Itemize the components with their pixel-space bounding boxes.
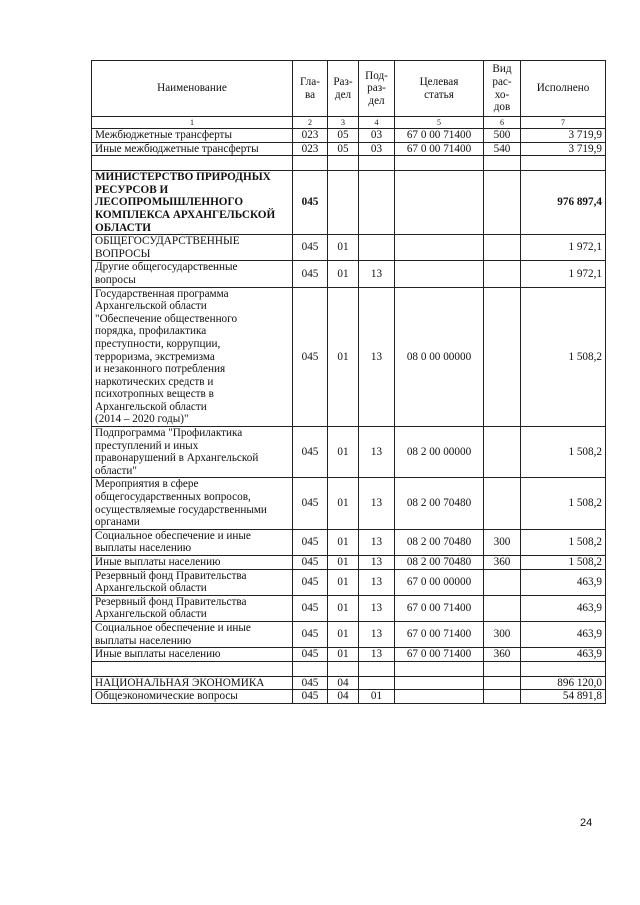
cell-vid: 360: [484, 648, 521, 662]
cell-sum: 1 508,2: [521, 529, 606, 555]
table-row: [92, 648, 606, 662]
cell-glava: 045: [293, 529, 328, 555]
cell-target: [395, 171, 484, 235]
table-row: [92, 142, 606, 156]
cell-sum: 463,9: [521, 648, 606, 662]
table-row: [92, 529, 606, 555]
cell-glava: 045: [293, 235, 328, 261]
cell-target: [395, 235, 484, 261]
cell-razdel: [328, 661, 359, 676]
cell-podrazdel: [359, 171, 395, 235]
cell-vid: [484, 287, 521, 427]
cell-name: Другие общегосударственные вопросы: [92, 261, 293, 287]
cell-target: [395, 676, 484, 690]
column-number: 5: [395, 117, 484, 129]
cell-razdel: 01: [328, 235, 359, 261]
cell-podrazdel: 01: [359, 690, 395, 704]
column-number: 7: [521, 117, 606, 129]
budget-table: [91, 60, 606, 704]
cell-podrazdel: 13: [359, 287, 395, 427]
cell-glava: 045: [293, 569, 328, 595]
cell-name: МИНИСТЕРСТВО ПРИРОДНЫХ РЕСУРСОВ И ЛЕСОПРОМЫШЛЕННОГО КОМПЛЕКСА АРХАНГЕЛЬСКОЙ ОБЛАСТИ: [92, 171, 293, 235]
cell-glava: 045: [293, 595, 328, 621]
cell-glava: 045: [293, 171, 328, 235]
cell-glava: [293, 156, 328, 171]
cell-vid: [484, 595, 521, 621]
cell-sum: 54 891,8: [521, 690, 606, 704]
cell-name: ОБЩЕГОСУДАРСТВЕННЫЕ ВОПРОСЫ: [92, 235, 293, 261]
table-row: [92, 261, 606, 287]
header-glava: Гла- ва: [293, 61, 328, 117]
table-row: [92, 569, 606, 595]
cell-glava: 045: [293, 261, 328, 287]
cell-target: 08 0 00 00000: [395, 287, 484, 427]
cell-sum: 1 508,2: [521, 287, 606, 427]
table-row: [92, 235, 606, 261]
cell-name: Иные выплаты населению: [92, 648, 293, 662]
cell-podrazdel: [359, 661, 395, 676]
column-number: 6: [484, 117, 521, 129]
table-row: [92, 156, 606, 171]
cell-podrazdel: [359, 235, 395, 261]
cell-razdel: 01: [328, 621, 359, 647]
table-row: [92, 690, 606, 704]
cell-target: 67 0 00 00000: [395, 569, 484, 595]
cell-podrazdel: 03: [359, 129, 395, 143]
column-number: 4: [359, 117, 395, 129]
cell-podrazdel: 13: [359, 621, 395, 647]
cell-vid: [484, 235, 521, 261]
cell-name: Общеэкономические вопросы: [92, 690, 293, 704]
cell-razdel: 05: [328, 142, 359, 156]
table-row: [92, 287, 606, 427]
cell-glava: 045: [293, 690, 328, 704]
cell-name: Резервный фонд Правительства Архангельской области: [92, 595, 293, 621]
cell-glava: 023: [293, 142, 328, 156]
cell-vid: 300: [484, 529, 521, 555]
table-row: [92, 171, 606, 235]
cell-vid: [484, 156, 521, 171]
cell-podrazdel: 13: [359, 427, 395, 478]
cell-sum: 1 508,2: [521, 478, 606, 529]
header-name: Наименование: [92, 61, 293, 117]
cell-razdel: 01: [328, 648, 359, 662]
cell-razdel: 01: [328, 478, 359, 529]
cell-target: 67 0 00 71400: [395, 621, 484, 647]
cell-target: 08 2 00 70480: [395, 556, 484, 570]
header-done: Исполнено: [521, 61, 606, 117]
cell-razdel: 04: [328, 676, 359, 690]
column-number: 1: [92, 117, 293, 129]
cell-glava: 045: [293, 478, 328, 529]
cell-name: [92, 156, 293, 171]
cell-vid: [484, 661, 521, 676]
cell-razdel: 01: [328, 287, 359, 427]
cell-podrazdel: 13: [359, 648, 395, 662]
cell-name: НАЦИОНАЛЬНАЯ ЭКОНОМИКА: [92, 676, 293, 690]
cell-glava: 045: [293, 427, 328, 478]
table-row: [92, 676, 606, 690]
cell-sum: 3 719,9: [521, 129, 606, 143]
cell-podrazdel: [359, 676, 395, 690]
cell-name: [92, 661, 293, 676]
cell-target: 67 0 00 71400: [395, 129, 484, 143]
cell-vid: [484, 676, 521, 690]
cell-target: 08 2 00 00000: [395, 427, 484, 478]
page-number: 24: [580, 817, 593, 829]
cell-target: 08 2 00 70480: [395, 529, 484, 555]
cell-podrazdel: 13: [359, 569, 395, 595]
table-row: [92, 595, 606, 621]
cell-name: Подпрограмма "Профилактика преступлений и иных правонарушений в Архангельской области": [92, 427, 293, 478]
cell-glava: [293, 661, 328, 676]
cell-name: Межбюджетные трансферты: [92, 129, 293, 143]
cell-sum: 463,9: [521, 595, 606, 621]
cell-sum: [521, 661, 606, 676]
cell-razdel: [328, 156, 359, 171]
cell-razdel: 05: [328, 129, 359, 143]
cell-vid: 540: [484, 142, 521, 156]
column-number-row: [92, 117, 606, 129]
cell-name: Мероприятия в сфере общегосударственных вопросов, осуществляемые государственными органами: [92, 478, 293, 529]
cell-target: 08 2 00 70480: [395, 478, 484, 529]
cell-sum: 1 508,2: [521, 427, 606, 478]
column-number: 2: [293, 117, 328, 129]
cell-glava: 023: [293, 129, 328, 143]
cell-target: [395, 690, 484, 704]
header-row: [92, 61, 606, 117]
cell-vid: [484, 478, 521, 529]
header-razdel: Раз- дел: [328, 61, 359, 117]
cell-razdel: 04: [328, 690, 359, 704]
cell-name: Иные выплаты населению: [92, 556, 293, 570]
table-row: [92, 129, 606, 143]
cell-podrazdel: 13: [359, 529, 395, 555]
cell-razdel: [328, 171, 359, 235]
cell-podrazdel: 13: [359, 595, 395, 621]
cell-podrazdel: 03: [359, 142, 395, 156]
table-row: [92, 478, 606, 529]
cell-sum: 3 719,9: [521, 142, 606, 156]
header-vid: Вид рас- хо- дов: [484, 61, 521, 117]
cell-target: 67 0 00 71400: [395, 648, 484, 662]
cell-vid: 500: [484, 129, 521, 143]
cell-glava: 045: [293, 648, 328, 662]
cell-sum: 1 972,1: [521, 261, 606, 287]
table-row: [92, 661, 606, 676]
cell-podrazdel: [359, 156, 395, 171]
cell-glava: 045: [293, 556, 328, 570]
cell-sum: 896 120,0: [521, 676, 606, 690]
cell-vid: [484, 171, 521, 235]
cell-target: [395, 156, 484, 171]
table-row: [92, 427, 606, 478]
cell-name: Социальное обеспечение и иные выплаты населению: [92, 621, 293, 647]
cell-glava: 045: [293, 676, 328, 690]
cell-sum: 1 972,1: [521, 235, 606, 261]
cell-sum: 1 508,2: [521, 556, 606, 570]
cell-vid: 300: [484, 621, 521, 647]
cell-vid: 360: [484, 556, 521, 570]
cell-name: Иные межбюджетные трансферты: [92, 142, 293, 156]
cell-name: Государственная программа Архангельской области "Обеспечение общественного порядка, профилактика преступности, коррупции, терроризма, экстремизма и незаконного потребления наркотических средств и психотропных веществ в Архангельской области (2014 – 2020 годы)": [92, 287, 293, 427]
cell-glava: 045: [293, 287, 328, 427]
column-number: 3: [328, 117, 359, 129]
cell-sum: 976 897,4: [521, 171, 606, 235]
table-row: [92, 556, 606, 570]
cell-target: 67 0 00 71400: [395, 595, 484, 621]
cell-vid: [484, 569, 521, 595]
cell-razdel: 01: [328, 556, 359, 570]
cell-razdel: 01: [328, 261, 359, 287]
cell-razdel: 01: [328, 595, 359, 621]
cell-razdel: 01: [328, 569, 359, 595]
cell-razdel: 01: [328, 529, 359, 555]
cell-razdel: 01: [328, 427, 359, 478]
cell-target: [395, 261, 484, 287]
table-row: [92, 621, 606, 647]
cell-sum: 463,9: [521, 569, 606, 595]
cell-sum: 463,9: [521, 621, 606, 647]
cell-name: Резервный фонд Правительства Архангельской области: [92, 569, 293, 595]
cell-name: Социальное обеспечение и иные выплаты населению: [92, 529, 293, 555]
header-podrazdel: Под- раз- дел: [359, 61, 395, 117]
cell-vid: [484, 261, 521, 287]
cell-target: [395, 661, 484, 676]
cell-sum: [521, 156, 606, 171]
cell-glava: 045: [293, 621, 328, 647]
header-target: Целевая статья: [395, 61, 484, 117]
cell-vid: [484, 427, 521, 478]
cell-target: 67 0 00 71400: [395, 142, 484, 156]
cell-podrazdel: 13: [359, 556, 395, 570]
cell-vid: [484, 690, 521, 704]
cell-podrazdel: 13: [359, 261, 395, 287]
cell-podrazdel: 13: [359, 478, 395, 529]
